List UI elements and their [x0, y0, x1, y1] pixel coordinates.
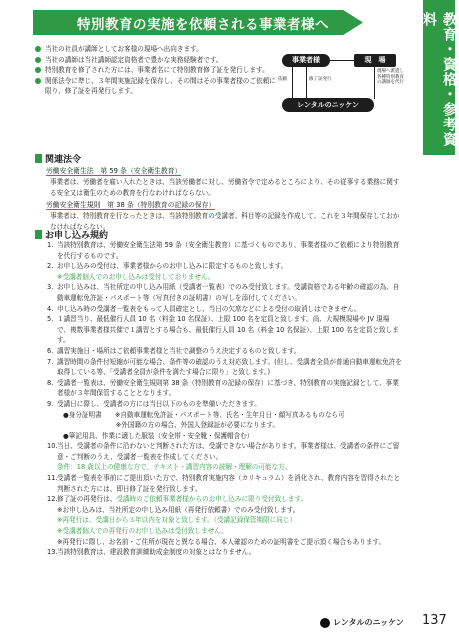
diagram-connector — [292, 67, 293, 99]
law-article-text: 事業者は、特別教育を行なったときは、当該特別教育の受講者、科目等の記録を作成して、これを３年間保存しておかなければならない。 — [50, 212, 400, 231]
reissue-note: ※お申し込みは、当社所定の申し込み用紙（再発行依頼書）でのみ受付致します。 — [57, 505, 300, 514]
rule-text: 申し込み時の受講者一覧表をもって人員確定とし、当日の欠席などによる受付の取消しはできません。 — [57, 304, 361, 313]
rule-text: 当日、受講者の条件に沿わないと判断された方は、受講できない場合があります。事業者様は、受講者の条件にご留意・ご判断のうえ、受講者一覧表を作成してください。 — [57, 442, 400, 461]
rule-text: お申し込みの受付は、事業者様からのお申し込みに限定するものと致します。 — [57, 262, 288, 271]
diagram-connector — [330, 60, 354, 61]
rule-text: 講習時間の条件付短縮が可能な場合、条件等の確認のうえ対応致します。(但し、受講者全員が普通自動車運転免許を取得している等、「受講者全員が条件を満たす場合に限り」と致します。) — [57, 357, 402, 377]
rule-number: 11. — [47, 474, 58, 483]
rule-number: 10. — [47, 442, 58, 451]
rule-item — [47, 378, 402, 399]
rule-note: 条件：18 歳以上の健康な方で、テキスト・講習内容の読解・理解の可能な方。 — [57, 463, 292, 472]
rule-text: １講習当り、最低催行人員 10 名（料金 10 名保証）、上限 100 名を定員と致します。尚、大規模現場や JV 現場で、複数事業者様共催で１講習とする場合も、最低催行人員 10 名（料金 10 名保証）、上限 100 名を定員と致します。 — [57, 315, 399, 345]
law-article-title: 労働安全衛生法 第 59 条（安全衛生教育） — [46, 167, 182, 175]
rule-number: 12. — [47, 495, 58, 504]
bullet-icon — [35, 67, 41, 73]
rule-item — [47, 473, 402, 494]
prep-item: ●筆記用具、作業に適した服装（安全帯・安全靴・保護帽含む） — [63, 431, 254, 440]
rule-text: 受講者一覧表を事前にご提出頂いた方で、特別教育実施内容（カリキュラム）を消化され、教育内容を習得されたと判断された方には、即日修了証を発行致します。 — [57, 474, 401, 493]
rule-item — [47, 357, 402, 378]
diagram-connector — [374, 67, 375, 99]
rule-number: 3. — [47, 283, 54, 292]
rule-text: お申し込みは、当社所定の申し込み用紙（受講者一覧表）でのみ受付致します。受講資格である年齢の確認の為、自動車運転免許証・パスポート等（写真付きの証明書）の写しを添付してください。 — [57, 283, 400, 302]
rule-text: 受講者一覧表は、労働安全衛生規則第 38 条（特別教育の記録の保存）に基づき、特別教育の実施記録として、事業者様が３年間保管することとなります。 — [57, 378, 399, 398]
diagram-node-site: 現 場 — [354, 54, 396, 67]
law-heading-text: 関連法令 — [45, 155, 82, 165]
rule-number: 13. — [47, 548, 58, 557]
footer-logo-text: レンタルのニッケン — [333, 618, 404, 627]
bullet-icon — [35, 57, 41, 63]
square-marker-icon — [35, 154, 42, 163]
prep-item: ※外国籍の方の場合、外国人登録証が必要になります。 — [63, 421, 279, 430]
rule-number: 4. — [47, 304, 54, 313]
rule-number: 2. — [47, 262, 54, 271]
page-header — [33, 10, 363, 35]
rule-item — [47, 346, 402, 357]
rules-list — [47, 240, 402, 558]
rule-number: 5. — [47, 315, 54, 324]
rule-number: 6. — [47, 346, 54, 355]
rule-number: 7. — [47, 357, 54, 366]
reissue-note: ※再発行は、受講日から３年以内を対象と致します。（受講記録保管期限に同じ） — [57, 516, 297, 525]
intro-text: 関係法令に準じ、３年間実施記録を保存し、その間はその事業者様のご依頼に限り、修了証を再発行します。 — [45, 76, 276, 96]
intro-text: 当社の講師は当社講師認定資格者で豊かな実務経験者です。 — [45, 55, 223, 64]
rule-item — [47, 282, 402, 303]
rule-text: 受講日に際し、受講者の方には当日以下のものを準備いただきます。 — [57, 399, 261, 408]
logo-mark-icon — [320, 618, 330, 628]
side-tab-label: 教育・資格・参考資料 — [421, 12, 457, 147]
prep-item: ●身分証明書 ※自動車運転免許証・パスポート等、氏名・生年月日・顔写真あるものなら可 — [63, 410, 345, 419]
rule-item — [47, 314, 402, 346]
rule-note: 受講時のご依頼事業者様からのお申し込みに限り受付致します。 — [116, 495, 308, 504]
diagram-label-dispatch: 現場へ派遣し各種特別教育の講師を代行 — [377, 69, 404, 85]
law-article-title: 労働安全衛生規則 第 38 条（特別教育の記録の保存） — [46, 201, 216, 209]
intro-item — [35, 55, 280, 66]
square-marker-icon — [35, 230, 42, 239]
law-section-heading — [35, 152, 81, 165]
rule-number: 9. — [47, 399, 54, 408]
intro-list — [35, 44, 280, 97]
side-category-tab — [423, 0, 455, 155]
reissue-note: ※受講者個人での再発行のお申し込みは受付致しません。 — [57, 527, 228, 536]
intro-item — [35, 65, 280, 76]
rule-text: 当該特別教育は、建設教育訓練助成金制度の対象とはなりません。 — [57, 548, 256, 557]
bullet-icon — [35, 46, 41, 52]
rule-number: 1. — [47, 241, 54, 249]
rule-item — [47, 399, 402, 441]
rule-number: 8. — [47, 378, 54, 387]
rule-item — [47, 441, 402, 473]
reissue-note: ※再発行に際し、お名前・ご住所が現在と異なる場合、本人確認のための証明書をご提示頂く場合もあります。 — [57, 537, 386, 546]
rules-heading-text: お申し込み規約 — [45, 231, 109, 241]
intro-text: 特別教育を修了された方には、事業者名にて特別教育修了証を発行します。 — [45, 66, 269, 75]
rule-item — [47, 304, 402, 315]
service-diagram — [278, 48, 404, 118]
bullet-icon — [35, 78, 41, 84]
rule-item — [47, 494, 402, 547]
diagram-label-certificate: 修了証発行 — [309, 77, 332, 82]
rule-item — [47, 261, 402, 282]
rule-text: 講習実施日・場所はご依頼事業者様と当社で調整のうえ決定するものと致します。 — [57, 346, 301, 355]
diagram-node-nikken: レンタルのニッケン — [282, 98, 374, 112]
law-article-text: 事業者は、労働者を雇い入れたときは、当該労働者に対し、労働省令で定めるところにより、その従事する業務に関する安全又は衛生のための教育を行なわければならない。 — [50, 178, 400, 197]
diagram-connector — [306, 67, 307, 99]
rule-note: ※受講者個人でのお申し込みは受付しておりません。 — [57, 272, 215, 281]
rule-item — [47, 240, 402, 261]
intro-text: 当社の社員が講師としてお客様の現場へ出向きます。 — [45, 45, 203, 53]
rule-item — [47, 547, 402, 558]
page-title: 特別教育の実施を依頼される事業者様へ — [77, 17, 329, 33]
diagram-node-business: 事業者様 — [282, 54, 330, 67]
rule-text: 当該特別教育は、労働安全衛生法第 59 条（安全衛生教育）に基づくものであり、事業者様のご依頼により特別教育を代行するものです。 — [57, 241, 400, 260]
page-number: 137 — [422, 613, 447, 628]
intro-item — [35, 44, 280, 55]
intro-item — [35, 76, 280, 97]
footer-logo — [320, 617, 404, 628]
rule-text: 修了証の再発行は、 — [57, 495, 117, 504]
diagram-label-request: 依頼 — [278, 77, 287, 82]
